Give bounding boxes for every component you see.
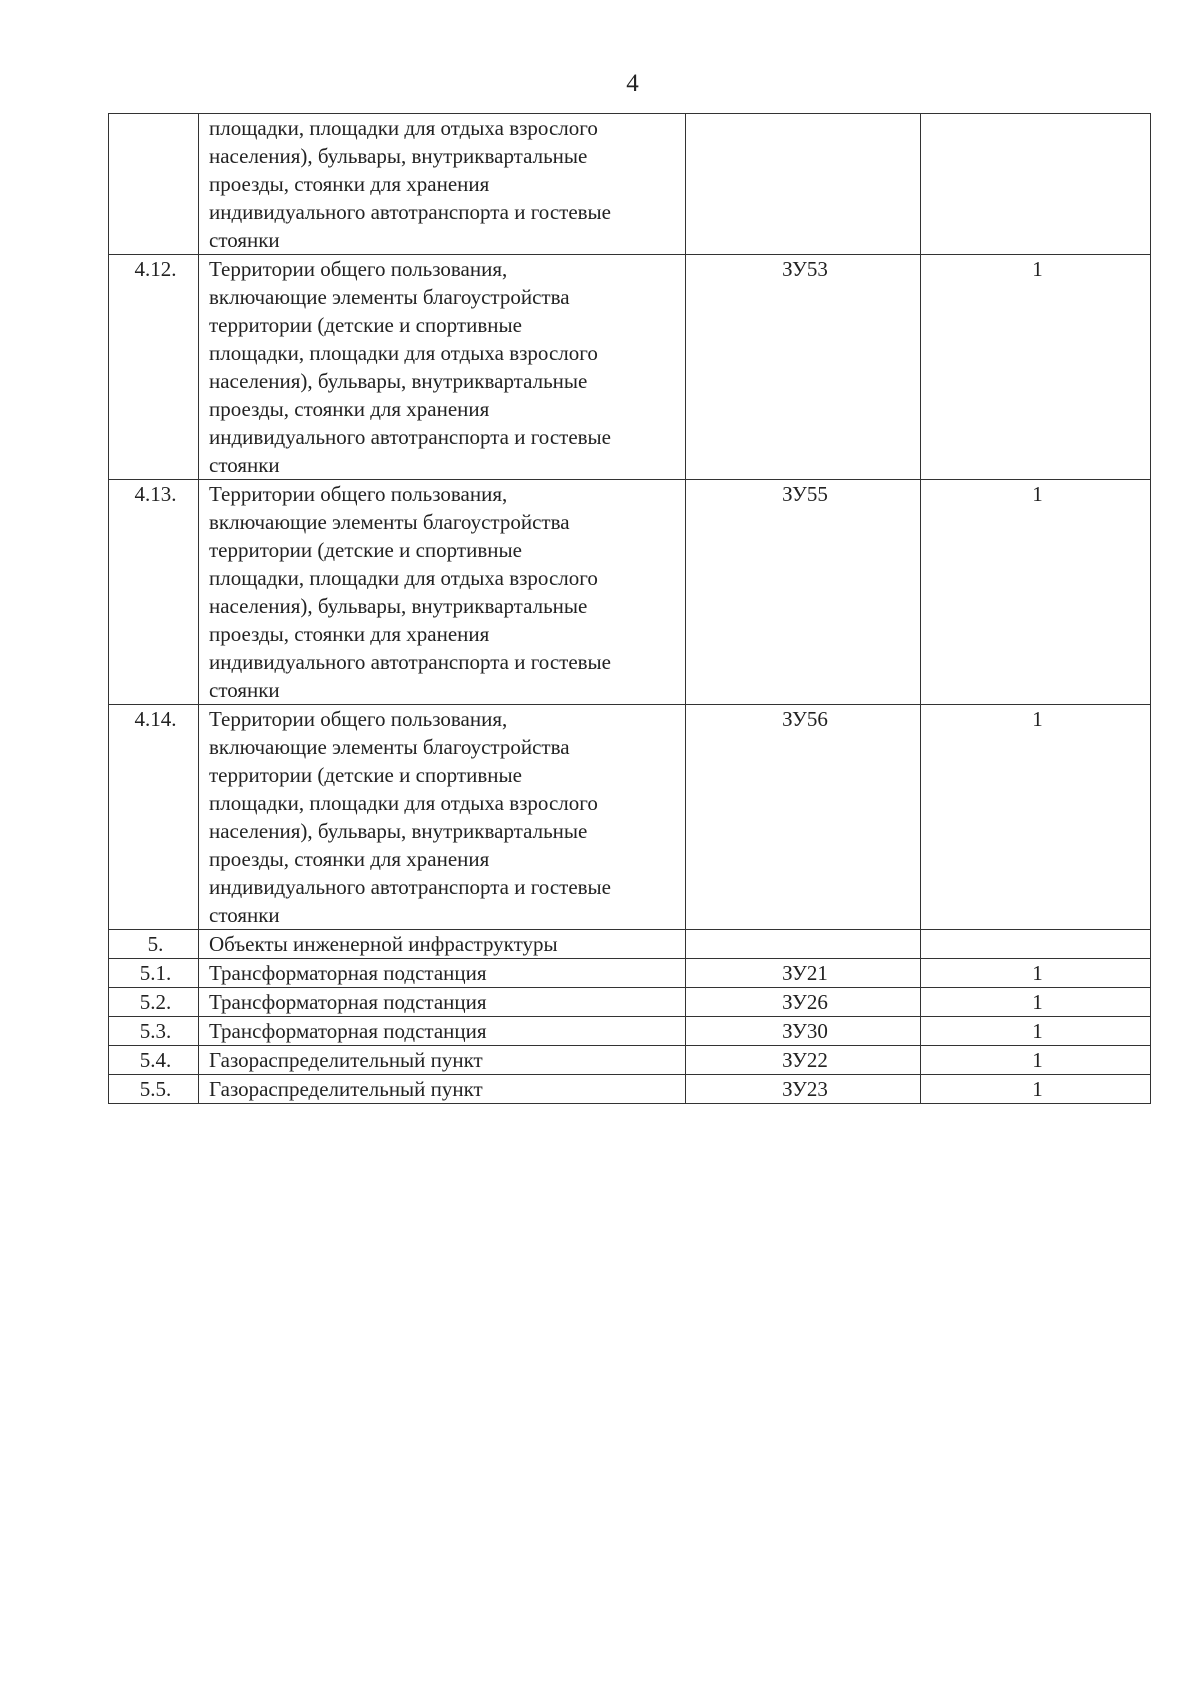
- table-row: [109, 705, 1151, 930]
- object-name-text: Трансформаторная подстанция: [209, 961, 487, 985]
- row-number-cell: [109, 1075, 199, 1104]
- table-body: [109, 114, 1151, 1104]
- row-number-cell: [109, 1046, 199, 1075]
- plot-code-cell: [686, 705, 921, 930]
- plot-code-cell: [686, 959, 921, 988]
- quantity-text: 1: [1032, 257, 1043, 281]
- plot-code-text: ЗУ26: [782, 990, 828, 1014]
- quantity-cell: [921, 1046, 1151, 1075]
- plot-code-cell: [686, 1046, 921, 1075]
- row-number-text: 5.5.: [139, 1077, 172, 1101]
- quantity-cell: [921, 930, 1151, 959]
- object-name-text: Трансформаторная подстанция: [209, 1019, 487, 1043]
- page-number: 4: [626, 70, 639, 97]
- quantity-cell: [921, 959, 1151, 988]
- plot-code-cell: [686, 930, 921, 959]
- table-row: [109, 1017, 1151, 1046]
- object-name-text: Территории общего пользования, включающие элементы благоустройства территории (детские и спортивные площадки, площадки для отдыха взрослого населения), бульвары, внутриквартальные проезды, стоянки для хранения индивидуального автотранспорта и гостевые стоянки: [209, 707, 611, 927]
- quantity-text: 1: [1032, 1019, 1043, 1043]
- object-name-cell: [199, 930, 686, 959]
- row-number-text: 4.12.: [134, 257, 177, 281]
- row-number-text: 5.3.: [139, 1019, 172, 1043]
- object-name-cell: [199, 480, 686, 705]
- object-name-cell: [199, 1075, 686, 1104]
- row-number-cell: [109, 930, 199, 959]
- quantity-text: 1: [1032, 961, 1043, 985]
- row-number-text: 4.13.: [134, 482, 177, 506]
- object-name-cell: [199, 1017, 686, 1046]
- table-row: [109, 1075, 1151, 1104]
- plot-code-text: ЗУ21: [782, 961, 828, 985]
- row-number-cell: [109, 255, 199, 480]
- plot-code-cell: [686, 1017, 921, 1046]
- row-number-text: 5.1.: [139, 961, 172, 985]
- table-row: [109, 959, 1151, 988]
- table-row: [109, 114, 1151, 255]
- plot-code-cell: [686, 255, 921, 480]
- object-name-cell: [199, 114, 686, 255]
- plot-code-cell: [686, 1075, 921, 1104]
- row-number-cell: [109, 988, 199, 1017]
- quantity-cell: [921, 255, 1151, 480]
- plot-code-text: ЗУ56: [782, 707, 828, 731]
- row-number-text: 5.: [147, 932, 164, 956]
- quantity-cell: [921, 988, 1151, 1017]
- object-name-text: площадки, площадки для отдыха взрослого населения), бульвары, внутриквартальные проезды, стоянки для хранения индивидуального автотранспорта и гостевые стоянки: [209, 116, 611, 252]
- land-plot-table: [108, 113, 1151, 1104]
- object-name-text: Территории общего пользования, включающие элементы благоустройства территории (детские и спортивные площадки, площадки для отдыха взрослого населения), бульвары, внутриквартальные проезды, стоянки для хранения индивидуального автотранспорта и гостевые стоянки: [209, 482, 611, 702]
- quantity-cell: [921, 114, 1151, 255]
- quantity-cell: [921, 480, 1151, 705]
- plot-code-cell: [686, 114, 921, 255]
- plot-code-text: ЗУ23: [782, 1077, 828, 1101]
- row-number-cell: [109, 480, 199, 705]
- table-row: [109, 255, 1151, 480]
- quantity-text: 1: [1032, 482, 1043, 506]
- object-name-text: Территории общего пользования, включающие элементы благоустройства территории (детские и спортивные площадки, площадки для отдыха взрослого населения), бульвары, внутриквартальные проезды, стоянки для хранения индивидуального автотранспорта и гостевые стоянки: [209, 257, 611, 477]
- object-name-cell: [199, 1046, 686, 1075]
- row-number-cell: [109, 114, 199, 255]
- row-number-cell: [109, 1017, 199, 1046]
- object-name-cell: [199, 959, 686, 988]
- plot-code-text: ЗУ30: [782, 1019, 828, 1043]
- quantity-cell: [921, 1075, 1151, 1104]
- quantity-text: 1: [1032, 990, 1043, 1014]
- row-number-cell: [109, 959, 199, 988]
- quantity-text: 1: [1032, 1077, 1043, 1101]
- table-row: [109, 988, 1151, 1017]
- object-name-cell: [199, 988, 686, 1017]
- quantity-text: 1: [1032, 1048, 1043, 1072]
- plot-code-cell: [686, 480, 921, 705]
- table-row: [109, 930, 1151, 959]
- row-number-text: 5.4.: [139, 1048, 172, 1072]
- object-name-text: Газораспределительный пункт: [209, 1077, 483, 1101]
- object-name-cell: [199, 705, 686, 930]
- quantity-cell: [921, 705, 1151, 930]
- table-row: [109, 480, 1151, 705]
- object-name-cell: [199, 255, 686, 480]
- object-name-text: Объекты инженерной инфраструктуры: [209, 932, 558, 956]
- row-number-text: 5.2.: [139, 990, 172, 1014]
- plot-code-text: ЗУ53: [782, 257, 828, 281]
- plot-code-text: ЗУ55: [782, 482, 828, 506]
- quantity-cell: [921, 1017, 1151, 1046]
- object-name-text: Газораспределительный пункт: [209, 1048, 483, 1072]
- plot-code-cell: [686, 988, 921, 1017]
- table-row: [109, 1046, 1151, 1075]
- object-name-text: Трансформаторная подстанция: [209, 990, 487, 1014]
- row-number-text: 4.14.: [134, 707, 177, 731]
- row-number-cell: [109, 705, 199, 930]
- quantity-text: 1: [1032, 707, 1043, 731]
- plot-code-text: ЗУ22: [782, 1048, 828, 1072]
